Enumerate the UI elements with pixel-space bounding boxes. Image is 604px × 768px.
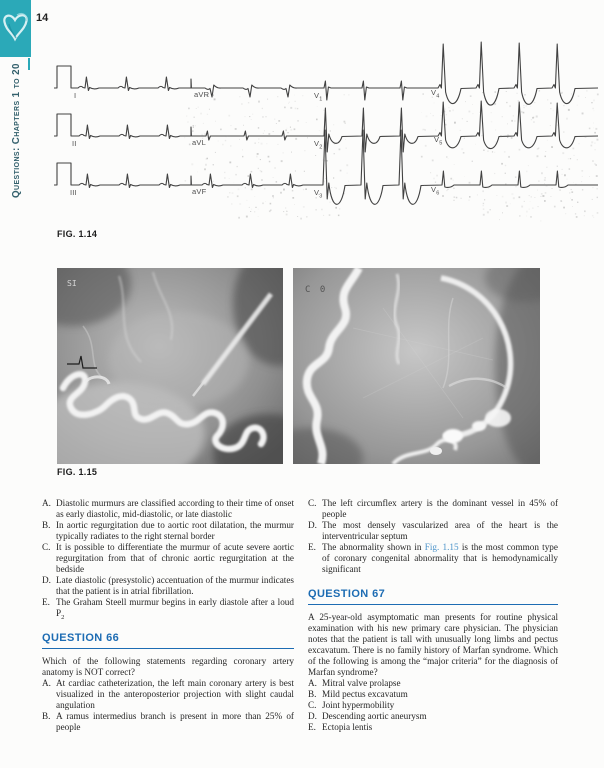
- figure-1-15-link[interactable]: Fig. 1.15: [424, 542, 459, 552]
- question-66-heading: QUESTION 66: [42, 632, 294, 649]
- ecg-lead-label: $V_4$: [431, 88, 440, 100]
- answer-option: [42, 575, 294, 597]
- option-letter: E.: [308, 722, 316, 732]
- ecg-lead-label: $V_5$: [434, 135, 443, 147]
- option-letter: A.: [308, 678, 317, 688]
- ecg-lead-label: $V_6$: [431, 185, 440, 197]
- ecg-lead-label: aVR: [194, 90, 210, 99]
- option-text: is the most common type of coronary congenital abnormality that is hemodynamically significant: [322, 542, 558, 574]
- option-text: The abnormality shown in: [322, 542, 425, 552]
- text-column-left: [42, 498, 294, 733]
- option-text: Mild pectus excavatum: [322, 689, 408, 699]
- answer-option: [308, 542, 558, 575]
- answer-option: [308, 498, 558, 520]
- option-text: In aortic regurgitation due to aortic root dilatation, the murmur typically radiates to the right sternal border: [56, 520, 294, 541]
- angiogram-left-image: [57, 268, 283, 464]
- answer-option: [42, 678, 294, 711]
- option-text: Mitral valve prolapse: [322, 678, 401, 688]
- answer-option: [308, 520, 558, 542]
- ecg-lead-label: $V_1$: [314, 91, 323, 103]
- option-letter: E.: [42, 597, 50, 607]
- tab-tick: [28, 58, 30, 70]
- angiogram-frame-marker: SI: [67, 279, 77, 288]
- text-column-right: [308, 498, 558, 733]
- figure-caption-1-15: FIG. 1.15: [57, 467, 98, 477]
- question-stem: A 25-year-old asymptomatic man presents for routine physical examination with his new primary care physician. The physician notes that the patient is tall with unusually long limbs and pectus excavatum. There is no family history of Marfan syndrome. Which of the following is among the “major criteria” for the diagnosis of Marfan syndrome?: [308, 612, 558, 677]
- answer-option: [308, 678, 558, 689]
- option-text: The most densely vascularized area of the heart is the interventricular septum: [322, 520, 558, 541]
- option-text: Late diastolic (presystolic) accentuation of the murmur indicates that the patient is in atrial fibrillation.: [56, 575, 294, 596]
- publisher-logo-icon: [0, 0, 31, 57]
- question-66: [42, 632, 294, 733]
- ecg-lead-label: aVL: [192, 138, 206, 147]
- option-letter: C.: [308, 498, 317, 508]
- option-text: A ramus intermedius branch is present in more than 25% of people: [56, 711, 294, 732]
- ecg-lead-label: II: [72, 139, 77, 148]
- figure-1-14: [52, 36, 600, 228]
- ecg-lead-label: III: [70, 188, 77, 197]
- option-text: Joint hypermobility: [322, 700, 395, 710]
- question-67-heading: QUESTION 67: [308, 588, 558, 605]
- option-text: The left circumflex artery is the dominant vessel in 45% of people: [322, 498, 558, 519]
- angiogram-frame-marker: C 0: [305, 285, 328, 295]
- option-letter: B.: [308, 689, 317, 699]
- ecg-figure-image: [52, 36, 600, 228]
- option-text: It is possible to differentiate the murmur of acute severe aortic regurgitation from that of chronic aortic regurgitation at the bedside: [56, 542, 294, 574]
- answer-option: [42, 520, 294, 542]
- answer-option: [308, 711, 558, 722]
- ecg-lead-label: aVF: [192, 187, 207, 196]
- chapter-corner-tab: [0, 0, 31, 57]
- answer-option: [308, 700, 558, 711]
- page-number: 14: [36, 12, 49, 24]
- option-text: The Graham Steell murmur begins in early diastole after a loud P: [56, 597, 294, 618]
- option-letter: C.: [308, 700, 317, 710]
- answer-option: [42, 597, 294, 619]
- figure-caption-1-14: FIG. 1.14: [57, 229, 98, 239]
- ecg-lead-label: I: [74, 91, 77, 100]
- answer-option: [42, 542, 294, 575]
- answer-option: [42, 498, 294, 520]
- subscript: 2: [61, 613, 65, 621]
- ecg-lead-label: $V_3$: [314, 188, 323, 200]
- option-letter: D.: [308, 711, 317, 721]
- option-letter: B.: [42, 520, 51, 530]
- answer-option: [42, 711, 294, 733]
- question-67: [308, 588, 558, 733]
- question-stem: Which of the following statements regarding coronary artery anatomy is NOT correct?: [42, 656, 294, 677]
- option-letter: B.: [42, 711, 51, 721]
- running-head-vertical: Questions: Chapters 1 to 20: [11, 63, 22, 198]
- option-letter: D.: [42, 575, 51, 585]
- option-letter: C.: [42, 542, 51, 552]
- option-text: Diastolic murmurs are classified according to their time of onset as early diastolic, mid-diastolic, or late diastolic: [56, 498, 294, 519]
- answer-option: [308, 722, 558, 733]
- option-letter: E.: [308, 542, 316, 552]
- angiogram-right-image: [293, 268, 540, 464]
- option-letter: A.: [42, 498, 51, 508]
- option-text: Ectopia lentis: [322, 722, 373, 732]
- option-text: Descending aortic aneurysm: [322, 711, 427, 721]
- option-letter: A.: [42, 678, 51, 688]
- answer-option: [308, 689, 558, 700]
- ecg-lead-label: $V_2$: [314, 139, 323, 151]
- option-letter: D.: [308, 520, 317, 530]
- option-text: At cardiac catheterization, the left main coronary artery is best visualized in the anteroposterior projection with slight caudal angulation: [56, 678, 294, 710]
